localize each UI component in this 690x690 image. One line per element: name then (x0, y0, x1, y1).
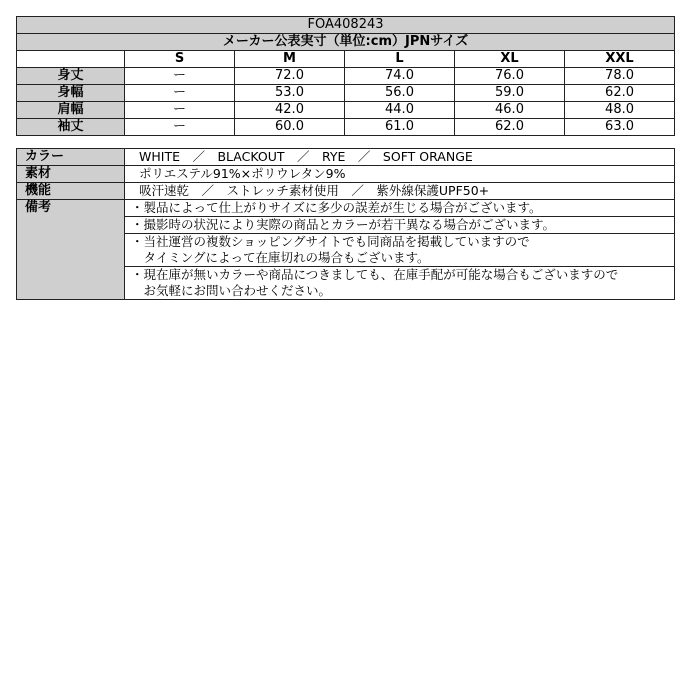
color-value: WHITE ／ BLACKOUT ／ RYE ／ SOFT ORANGE (125, 149, 675, 166)
size-header: L (345, 51, 455, 68)
table-cell: 48.0 (565, 102, 675, 119)
note-line: ・撮影時の状況により実際の商品とカラーが若干異なる場合がございます。 (131, 217, 556, 232)
table-cell: 63.0 (565, 119, 675, 136)
color-row (17, 149, 675, 166)
function-value: 吸汗速乾 ／ ストレッチ素材使用 ／ 紫外線保護UPF50+ (125, 183, 675, 200)
table-cell: 61.0 (345, 119, 455, 136)
table-cell: 76.0 (455, 68, 565, 85)
size-table-subtitle: メーカー公表実寸（単位:cm）JPNサイズ (17, 34, 675, 51)
note-item (125, 267, 675, 300)
size-header: XXL (565, 51, 675, 68)
table-cell: 72.0 (235, 68, 345, 85)
table-row (17, 68, 675, 85)
row-label: 身幅 (17, 85, 125, 102)
table-cell: ー (125, 68, 235, 85)
notes-row (17, 200, 675, 217)
table-cell: 42.0 (235, 102, 345, 119)
row-label: 袖丈 (17, 119, 125, 136)
row-label: 肩幅 (17, 102, 125, 119)
material-row (17, 166, 675, 183)
function-row (17, 183, 675, 200)
table-cell: 44.0 (345, 102, 455, 119)
corner-cell (17, 51, 125, 68)
color-label: カラー (17, 149, 125, 166)
product-code: FOA408243 (17, 17, 675, 34)
row-label: 身丈 (17, 68, 125, 85)
table-cell: 62.0 (565, 85, 675, 102)
size-header: S (125, 51, 235, 68)
table-cell: ー (125, 102, 235, 119)
note-item (125, 200, 675, 217)
note-line: お気軽にお問い合わせください。 (131, 283, 332, 298)
table-cell: ー (125, 85, 235, 102)
spec-table (16, 148, 675, 300)
size-header: XL (455, 51, 565, 68)
table-cell: 53.0 (235, 85, 345, 102)
table-cell: 62.0 (455, 119, 565, 136)
note-line: ・当社運営の複数ショッピングサイトでも同商品を掲載していますので (131, 234, 530, 249)
table-row (17, 85, 675, 102)
material-label: 素材 (17, 166, 125, 183)
size-table (16, 16, 675, 136)
note-item (125, 217, 675, 234)
note-line: タイミングによって在庫切れの場合もございます。 (131, 250, 430, 265)
function-label: 機能 (17, 183, 125, 200)
table-cell: 60.0 (235, 119, 345, 136)
table-cell: 56.0 (345, 85, 455, 102)
table-row (17, 119, 675, 136)
table-row (17, 102, 675, 119)
size-header-row (17, 51, 675, 68)
table-cell: 59.0 (455, 85, 565, 102)
table-cell: 46.0 (455, 102, 565, 119)
notes-label: 備考 (17, 200, 125, 300)
note-line: ・現在庫が無いカラーや商品につきましても、在庫手配が可能な場合もございますので (131, 267, 619, 282)
table-cell: 78.0 (565, 68, 675, 85)
size-header: M (235, 51, 345, 68)
material-value: ポリエステル91%×ポリウレタン9% (125, 166, 675, 183)
note-line: ・製品によって仕上がりサイズに多少の誤差が生じる場合がございます。 (131, 200, 542, 215)
table-cell: 74.0 (345, 68, 455, 85)
table-cell: ー (125, 119, 235, 136)
note-item (125, 234, 675, 267)
